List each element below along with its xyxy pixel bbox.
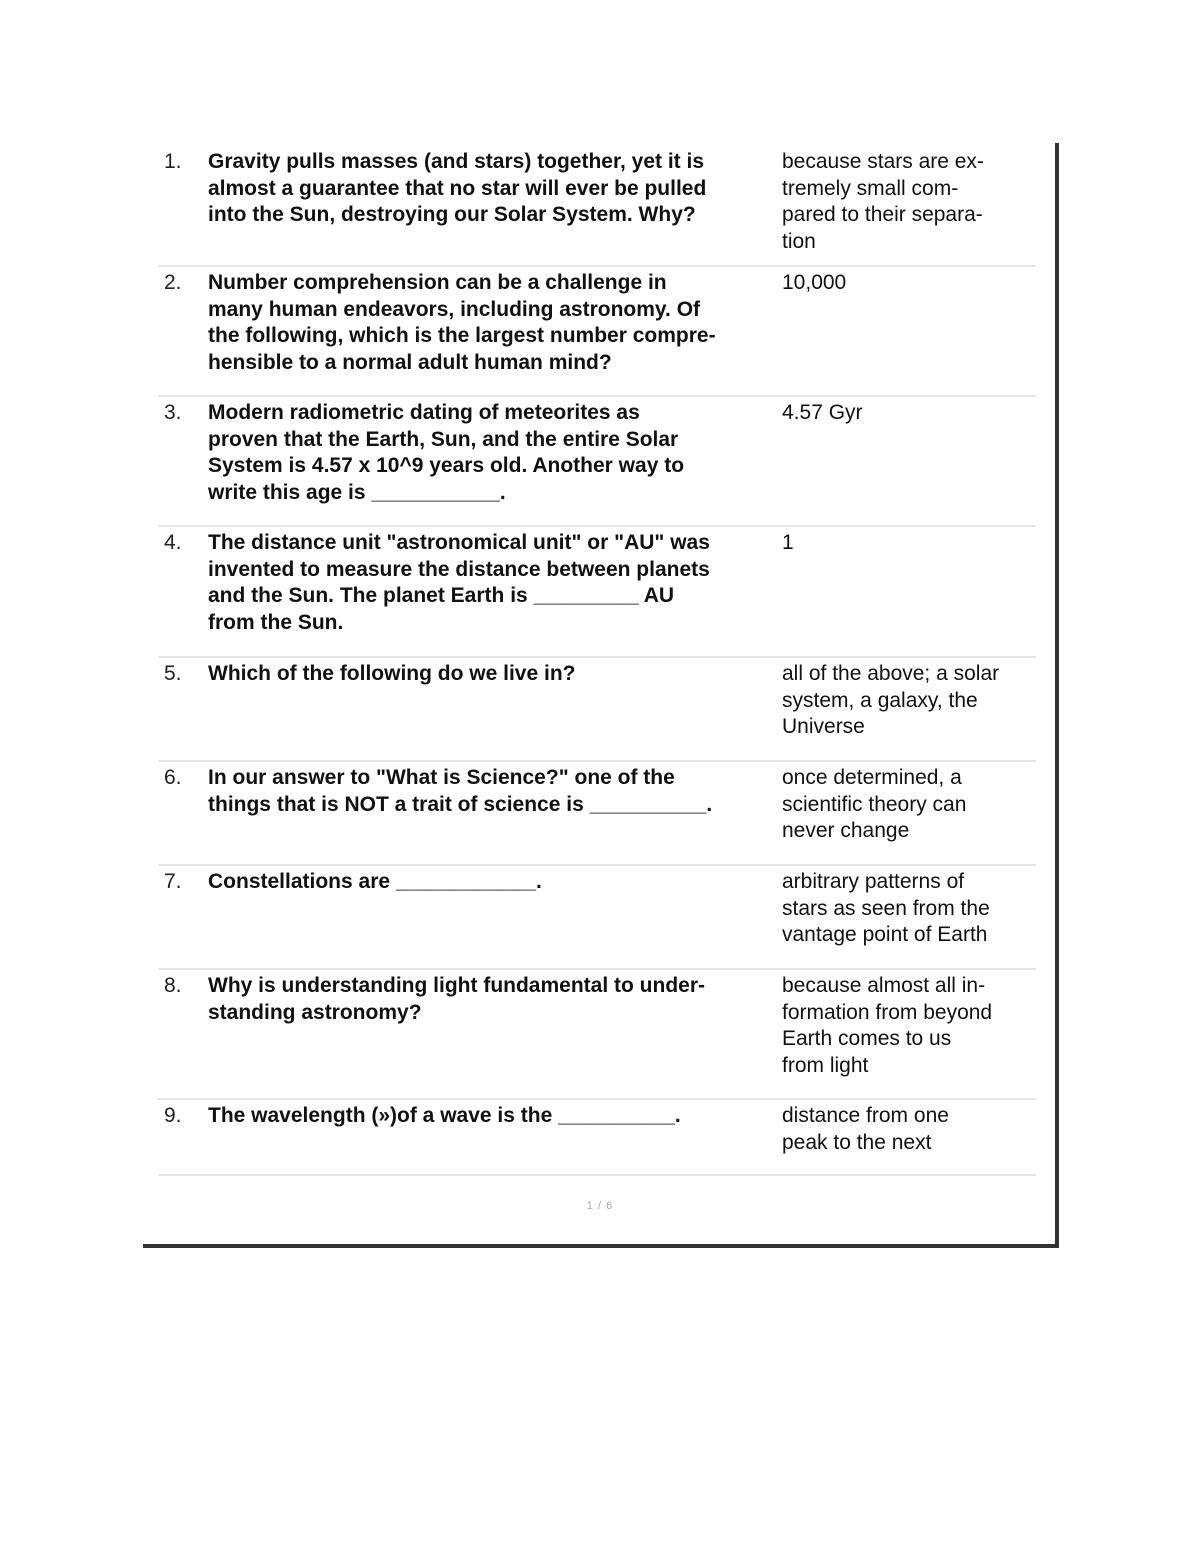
question-text: The wavelength (»)of a wave is the __________. xyxy=(208,1104,681,1127)
question-text: Number comprehension can be a challenge in many human endeavors, including astronomy. Of the following, which is the largest number compre- hensible to a normal adult human mind? xyxy=(208,271,716,374)
question-text: Constellations are ____________. xyxy=(208,870,542,893)
question-text: Which of the following do we live in? xyxy=(208,662,576,685)
question-row-9 xyxy=(158,1100,1036,1176)
question-answer-list xyxy=(158,146,1036,1176)
answer-text: 4.57 Gyr xyxy=(782,401,863,424)
question-number: 8. xyxy=(164,974,182,997)
question-text: Why is understanding light fundamental to under- standing astronomy? xyxy=(208,974,705,1024)
question-row-8 xyxy=(158,970,1036,1100)
question-number: 9. xyxy=(164,1104,182,1127)
question-text: Modern radiometric dating of meteorites as proven that the Earth, Sun, and the entire Solar System is 4.57 x 10^9 years old. Another way to write this age is ___________. xyxy=(208,401,685,504)
question-text: In our answer to "What is Science?" one of the things that is NOT a trait of science is __________. xyxy=(208,766,713,816)
question-row-1 xyxy=(158,146,1036,267)
question-number: 4. xyxy=(164,531,182,554)
answer-text: because almost all in- formation from beyond Earth comes to us from light xyxy=(782,974,993,1077)
answer-text: arbitrary patterns of stars as seen from the vantage point of Earth xyxy=(782,870,990,946)
question-text: The distance unit "astronomical unit" or "AU" was invented to measure the distance between planets and the Sun. The planet Earth is _________ AU from the Sun. xyxy=(208,531,710,634)
page-indicator: 1 / 6 xyxy=(586,1200,614,1212)
question-number: 3. xyxy=(164,401,182,424)
question-row-5 xyxy=(158,658,1036,762)
answer-text: 1 xyxy=(782,531,794,554)
question-number: 2. xyxy=(164,271,182,294)
question-row-6 xyxy=(158,762,1036,866)
question-number: 7. xyxy=(164,870,182,893)
question-row-2 xyxy=(158,267,1036,397)
question-number: 1. xyxy=(164,150,182,173)
question-text: Gravity pulls masses (and stars) together, yet it is almost a guarantee that no star will ever be pulled into the Sun, destroying our Solar System. Why? xyxy=(208,150,707,226)
question-number: 6. xyxy=(164,766,182,789)
question-row-7 xyxy=(158,866,1036,970)
answer-text: once determined, a scientific theory can never change xyxy=(782,766,967,842)
answer-text: all of the above; a solar system, a galaxy, the Universe xyxy=(782,662,1000,738)
question-row-4 xyxy=(158,527,1036,658)
answer-text: because stars are ex- tremely small com- pared to their separa- tion xyxy=(782,150,984,253)
page-border-right xyxy=(1055,143,1059,1248)
answer-text: 10,000 xyxy=(782,271,847,294)
question-row-3 xyxy=(158,397,1036,527)
question-number: 5. xyxy=(164,662,182,685)
answer-text: distance from one peak to the next xyxy=(782,1104,949,1154)
page-border-bottom xyxy=(143,1244,1059,1248)
